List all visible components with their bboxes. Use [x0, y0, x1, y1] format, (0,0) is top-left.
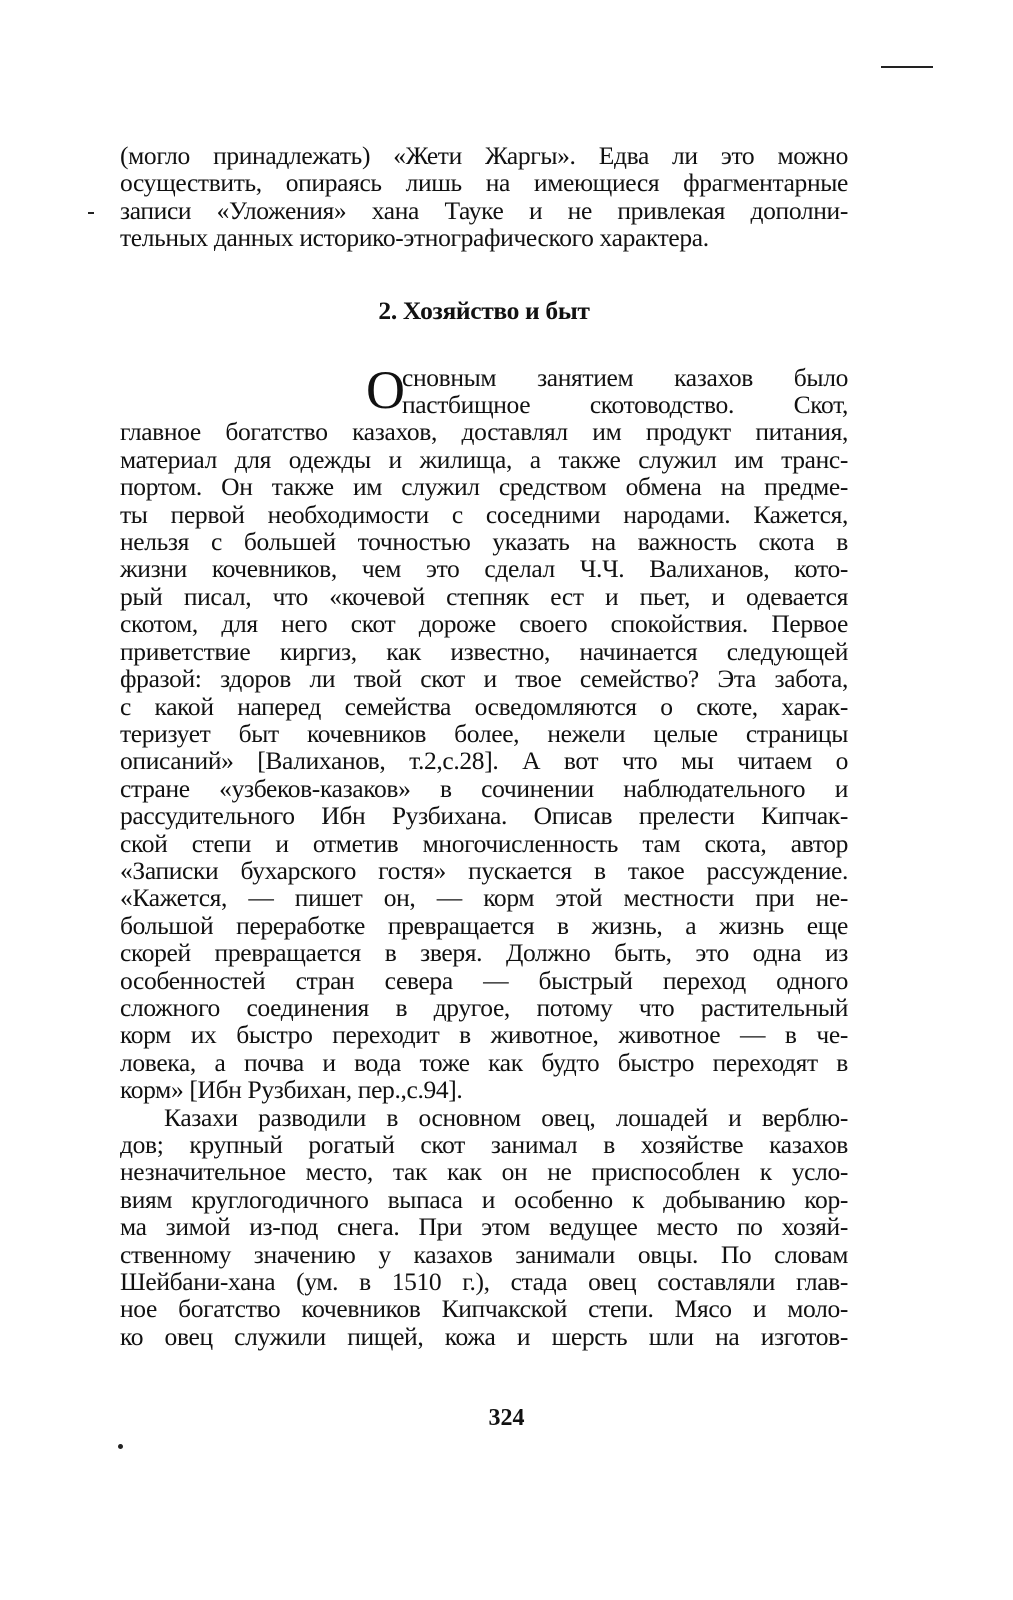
- text-line: теризует быт кочевников более, нежели целые страницы: [120, 718, 848, 748]
- text-line: ко овец служили пищей, кожа и шерсть шли на изготов-: [120, 1321, 848, 1351]
- text-line: «Записки бухарского гостя» пускается в такое рассуждение.: [120, 855, 848, 885]
- scan-mark-dot: [118, 1444, 123, 1449]
- text-line: с какой наперед семейства осведомляются о скоте, харак-: [120, 691, 848, 721]
- text-line: незначительное место, так как он не приспособлен к усло-: [120, 1157, 848, 1187]
- text-line: особенностей стран севера — быстрый переход одного: [120, 965, 848, 995]
- text-line: дов; крупный рогатый скот занимал в хозяйстве казахов: [120, 1130, 848, 1159]
- text-line: (могло принадлежать) «Жети Жаргы». Едва ли это можно: [120, 141, 848, 170]
- text-line: Шейбани-хана (ум. в 1510 г.), стада овец составляли глав-: [120, 1267, 848, 1297]
- text-line: осуществить, опираясь лишь на имеющиеся фрагментарные: [120, 168, 848, 198]
- page-body: [120, 142, 848, 1350]
- paragraph-1: [120, 359, 848, 1105]
- text-line: фразой: здоров ли твой скот и твое семейство? Эта забота,: [120, 664, 848, 694]
- scan-mark-left: [88, 212, 94, 214]
- text-line: ты первой необходимости с соседними народами. Кажется,: [120, 499, 848, 529]
- text-line: нельзя с большей точностью указать на важность скота в: [120, 527, 848, 557]
- text-line: рый писал, что «кочевой степняк ест и пьет, и одевается: [120, 581, 848, 611]
- text-line: корм» [Ибн Рузбихан, пер.,с.94].: [120, 1075, 463, 1105]
- paragraph-2: [120, 1104, 848, 1351]
- text-line: виям круглогодичного выпаса и особенно к добыванию кор-: [120, 1184, 848, 1214]
- text-line: ственному значению у казахов занимали овцы. По словам: [120, 1239, 848, 1269]
- text-line: записи «Уложения» хана Тауке и не привлекая дополни-: [120, 195, 848, 225]
- section-heading: 2. Хозяйство и быт: [378, 295, 590, 325]
- page-number: 324: [488, 1405, 525, 1431]
- text-line: ской степи и отметив многочисленность там скота, автор: [120, 828, 848, 858]
- dropcap-block: [120, 359, 848, 420]
- text-line: корм их быстро переходит в животное, животное — в че-: [120, 1020, 848, 1050]
- text-line: приветствие киргиз, как известно, начинается следующей: [120, 636, 848, 666]
- text-line: тельных данных историко-этнографического характера.: [120, 223, 709, 253]
- dropcap-letter: О: [366, 359, 405, 420]
- text-line: ма зимой из-под снега. При этом ведущее место по хозяй-: [120, 1212, 848, 1242]
- text-line: скотом, для него скот дороже своего спокойствия. Первое: [120, 609, 848, 639]
- text-line: рассудительного Ибн Рузбихана. Описав прелести Кипчак-: [120, 801, 848, 831]
- text-line: скорей превращается в зверя. Должно быть, это одна из: [120, 938, 848, 968]
- text-line: большой переработке превращается в жизнь, а жизнь еще: [120, 910, 848, 940]
- text-line: стране «узбеков-казаков» в сочинении наблюдательного и: [120, 773, 848, 803]
- text-line: портом. Он также им служил средством обмена на предме-: [120, 472, 848, 502]
- text-line: главное богатство казахов, доставлял им продукт питания,: [120, 417, 848, 447]
- text-line: сновным занятием казахов было: [402, 362, 848, 392]
- text-line: материал для одежды и жилища, а также служил им транс-: [120, 444, 848, 474]
- text-line: сложного соединения в другое, потому что растительный: [120, 992, 848, 1022]
- text-line: ловека, а почва и вода тоже как будто быстро переходят в: [120, 1047, 848, 1077]
- text-line: пастбищное скотоводство. Скот,: [402, 390, 848, 420]
- intro-paragraph: [120, 142, 848, 252]
- text-line: жизни кочевников, чем это сделал Ч.Ч. Валиханов, кото-: [120, 554, 848, 584]
- text-line: «Кажется, — пишет он, — корм этой местности при не-: [120, 883, 848, 913]
- text-line: описаний» [Валиханов, т.2,с.28]. А вот что мы читаем о: [120, 746, 848, 776]
- text-line: ное богатство кочевников Кипчакской степи. Мясо и моло-: [120, 1294, 848, 1324]
- scan-mark-top: [881, 66, 933, 68]
- text-line: Казахи разводили в основном овец, лошадей и верблю-: [164, 1102, 848, 1132]
